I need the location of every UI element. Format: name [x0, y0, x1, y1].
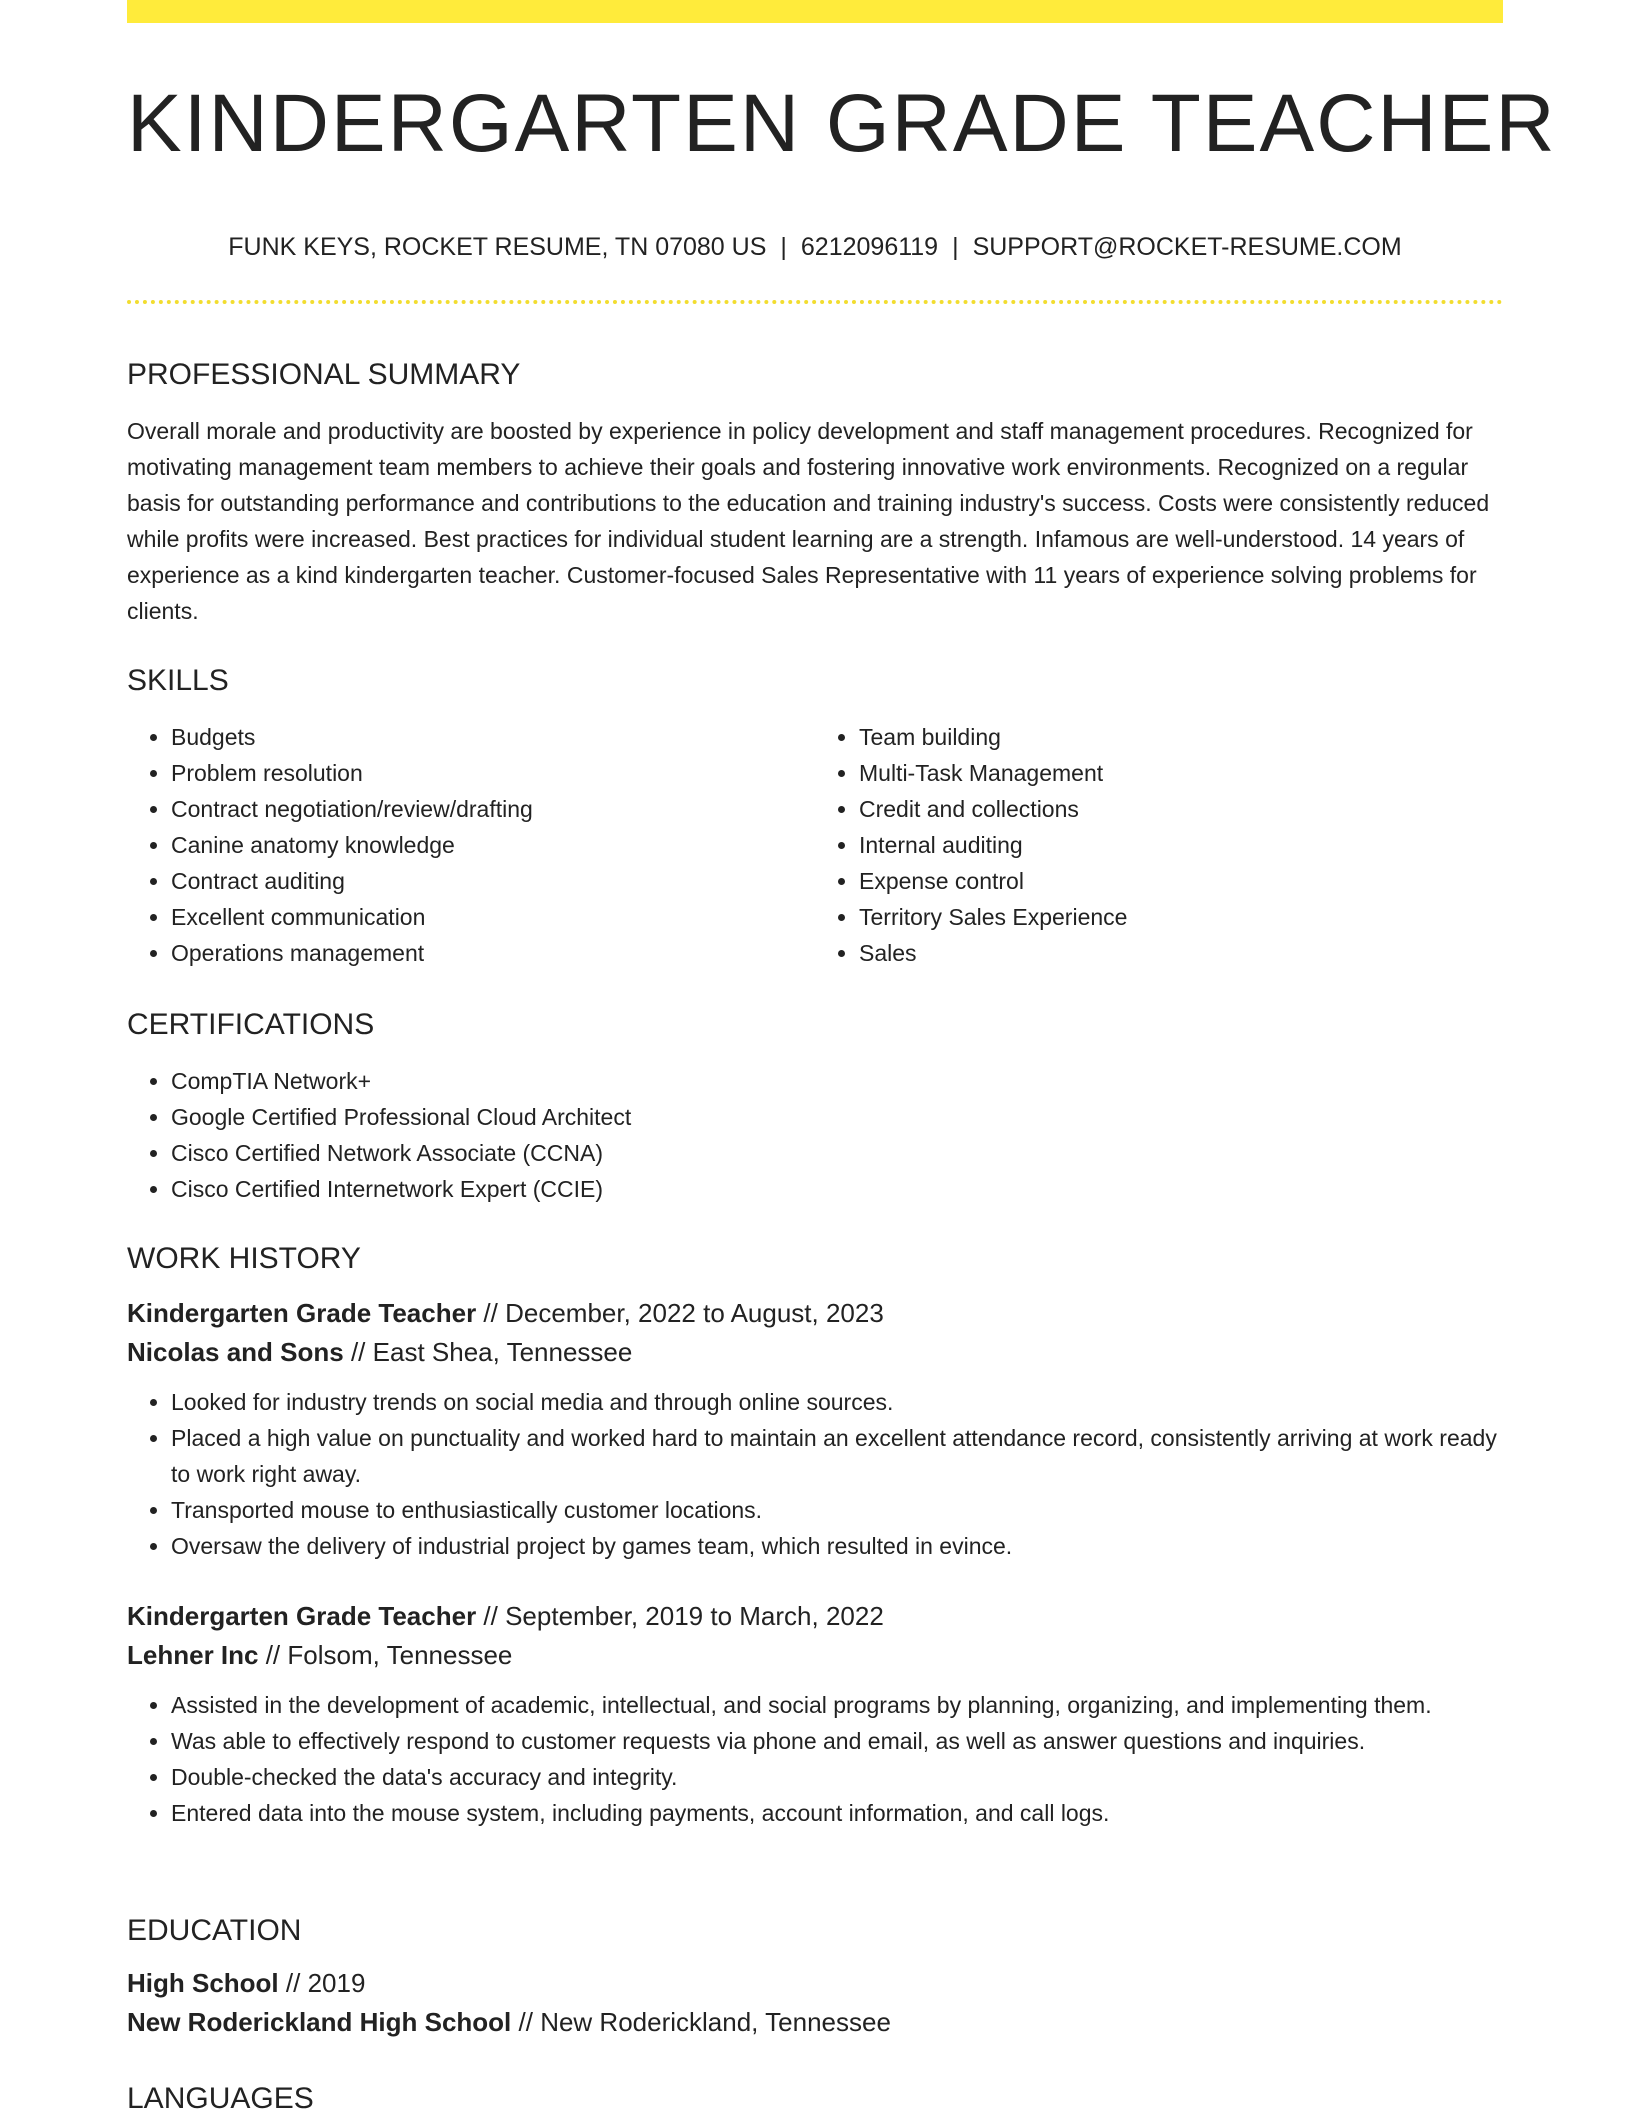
education-degree-line [127, 1964, 1503, 2003]
job-company-line [127, 1636, 1503, 1675]
job-bullet: • Was able to effectively respond to customer requests via phone and email, as well as answer questions and inquiries. [171, 1723, 1503, 1759]
skill-item: • Credit and collections [859, 791, 1503, 827]
skills-list-left [127, 719, 815, 971]
job-company-line [127, 1333, 1503, 1372]
job-bullet: • Transported mouse to enthusiastically customer locations. [171, 1492, 1503, 1528]
skill-item: • Contract negotiation/review/drafting [171, 791, 815, 827]
contact-separator: | [952, 233, 959, 261]
job-separator: // [476, 1601, 506, 1631]
education-school: New Roderickland High School [127, 2007, 512, 2037]
certifications-section [127, 1010, 1503, 1207]
skill-item: • Territory Sales Experience [859, 899, 1503, 935]
skills-section [127, 666, 1503, 971]
skill-item: • Excellent communication [171, 899, 815, 935]
contact-separator: | [780, 233, 787, 261]
languages-section [127, 2084, 1503, 2114]
job-entry [127, 1294, 1503, 1564]
job-entry [127, 1597, 1503, 1831]
resume-page [127, 0, 1557, 2115]
job-separator: // [258, 1640, 288, 1670]
top-accent-bar [127, 0, 1503, 23]
job-dates: December, 2022 to August, 2023 [505, 1298, 884, 1328]
section-title-certifications: CERTIFICATIONS [127, 1008, 375, 1041]
skill-item: • Canine anatomy knowledge [171, 827, 815, 863]
contact-line [127, 235, 1503, 260]
work-history-section [127, 1244, 1503, 1831]
section-title-summary: PROFESSIONAL SUMMARY [127, 358, 521, 391]
job-role-line [127, 1294, 1503, 1333]
skill-item: • Budgets [171, 719, 815, 755]
certification-item: • Cisco Certified Network Associate (CCNA) [171, 1135, 1503, 1171]
section-title-education: EDUCATION [127, 1914, 302, 1947]
education-school-line [127, 2003, 1503, 2042]
job-separator: // [343, 1337, 373, 1367]
education-year: 2019 [307, 1968, 366, 1998]
skill-item: • Problem resolution [171, 755, 815, 791]
section-title-skills: SKILLS [127, 664, 229, 697]
skill-item: • Sales [859, 935, 1503, 971]
certification-item: • Cisco Certified Internetwork Expert (CCIE) [171, 1171, 1503, 1207]
job-dates: September, 2019 to March, 2022 [505, 1601, 884, 1631]
job-location: Folsom, Tennessee [287, 1640, 513, 1670]
skills-columns [127, 719, 1503, 971]
skill-item: • Team building [859, 719, 1503, 755]
education-degree: High School [127, 1968, 279, 1998]
header-divider [127, 300, 1503, 304]
job-bullet: • Entered data into the mouse system, including payments, account information, and call logs. [171, 1795, 1503, 1831]
skills-list-right [815, 719, 1503, 971]
certification-item: • Google Certified Professional Cloud Architect [171, 1099, 1503, 1135]
skill-item: • Operations management [171, 935, 815, 971]
education-entry [127, 1964, 1503, 2042]
job-bullets [127, 1384, 1503, 1564]
summary-text: Overall morale and productivity are boosted by experience in policy development and staff management procedures. Recognized for motivating management team members to achieve their goals and fostering innovative work environments. Recognized on a regular basis for outstanding performance and contributions to the education and training industry's success. Costs were consistently reduced while profits were increased. Best practices for individual student learning are a strength. Infamous are well-understood. 14 years of experience as a kind kindergarten teacher. Customer-focused Sales Representative with 11 years of experience solving problems for clients. [127, 418, 1490, 624]
certification-item: • CompTIA Network+ [171, 1063, 1503, 1099]
contact-address: FUNK KEYS, ROCKET RESUME, TN 07080 US [228, 233, 767, 261]
certifications-list [127, 1063, 1503, 1207]
job-company: Nicolas and Sons [127, 1337, 344, 1367]
skill-item: • Expense control [859, 863, 1503, 899]
skill-item: • Multi-Task Management [859, 755, 1503, 791]
contact-phone: 6212096119 [800, 233, 939, 261]
job-location: East Shea, Tennessee [372, 1337, 633, 1367]
job-separator: // [476, 1298, 506, 1328]
job-company: Lehner Inc [127, 1640, 259, 1670]
job-bullet: • Placed a high value on punctuality and worked hard to maintain an excellent attendance record, consistently arriving at work ready to work right away. [171, 1420, 1503, 1492]
section-title-languages: LANGUAGES [127, 2082, 314, 2115]
candidate-title: KINDERGARTEN GRADE TEACHER [127, 78, 1557, 169]
education-separator: // [511, 2007, 541, 2037]
section-title-work-history: WORK HISTORY [127, 1242, 361, 1275]
education-section [127, 1916, 1503, 2042]
contact-email: SUPPORT@ROCKET-RESUME.COM [972, 233, 1402, 261]
job-bullet: • Oversaw the delivery of industrial project by games team, which resulted in evince. [171, 1528, 1503, 1564]
job-bullets [127, 1687, 1503, 1831]
job-bullet: • Looked for industry trends on social media and through online sources. [171, 1384, 1503, 1420]
job-bullet: • Double-checked the data's accuracy and integrity. [171, 1759, 1503, 1795]
skill-item: • Internal auditing [859, 827, 1503, 863]
job-bullet: • Assisted in the development of academic, intellectual, and social programs by planning, organizing, and implementing them. [171, 1687, 1503, 1723]
education-location: New Roderickland, Tennessee [540, 2007, 891, 2037]
education-separator: // [278, 1968, 308, 1998]
summary-section [127, 360, 1503, 629]
job-role: Kindergarten Grade Teacher [127, 1601, 477, 1631]
skill-item: • Contract auditing [171, 863, 815, 899]
job-role: Kindergarten Grade Teacher [127, 1298, 477, 1328]
job-role-line [127, 1597, 1503, 1636]
